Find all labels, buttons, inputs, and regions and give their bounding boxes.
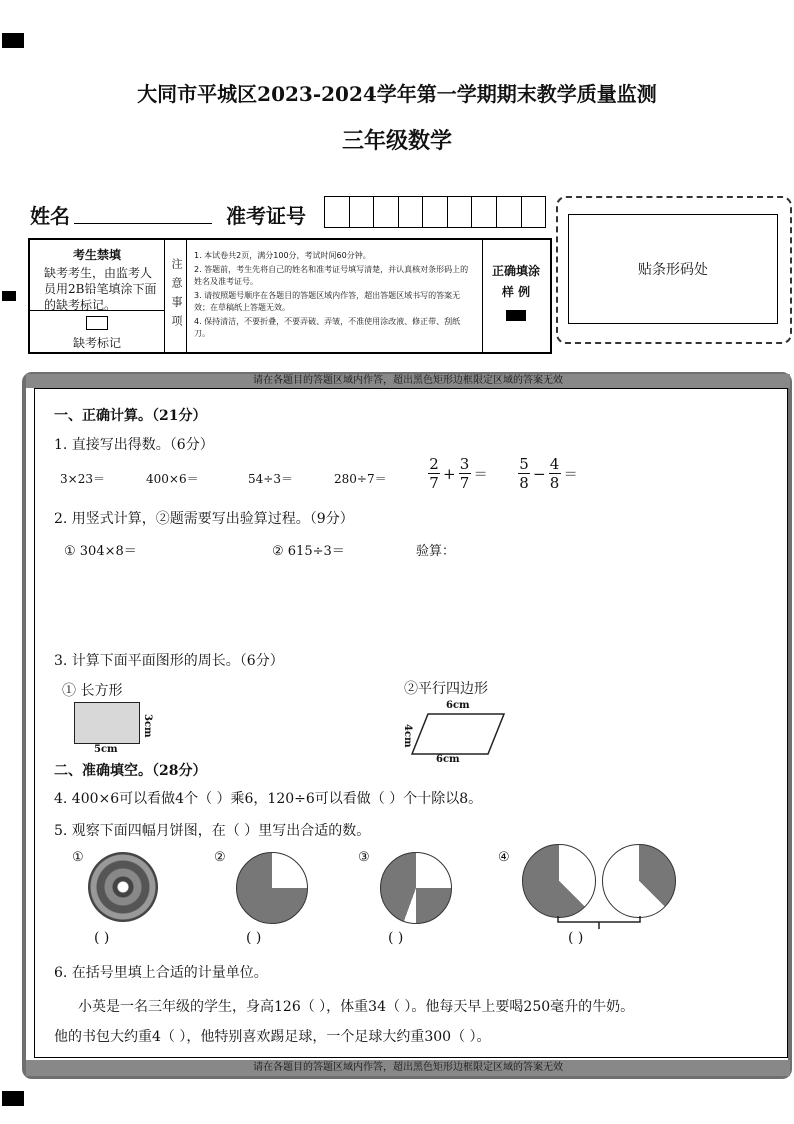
shape2-label: ②平行四边形 xyxy=(404,681,488,697)
notes-label: 注意事项 xyxy=(170,258,183,334)
name-field[interactable] xyxy=(74,222,212,224)
exam-title: 大同市平城区2023-2024学年第一学期期末教学质量监测 xyxy=(137,82,657,106)
q1-item-4: 280÷7＝ xyxy=(334,472,387,486)
mooncake-three-quarters-alt xyxy=(380,852,452,924)
fraction-2-7: $\frac{2}{7}$ xyxy=(429,455,439,492)
q2-check-label: 验算： xyxy=(416,544,456,559)
fill-example-sub: 样 例 xyxy=(501,285,531,299)
bracket-connector xyxy=(556,914,642,930)
q2-part-2: ② 615÷3＝ xyxy=(272,544,345,559)
fraction-4-8: $\frac{4}{8}$ xyxy=(549,455,560,492)
q5-blank-2[interactable]: ( ) xyxy=(246,930,262,946)
parallelogram-bottom-label: 6cm xyxy=(436,754,460,765)
q1-item-3: 54÷3＝ xyxy=(248,472,293,486)
exam-id-label: 准考证号 xyxy=(226,204,306,228)
q4-text: 4. 400×6可以看做4个（ ）乘6，120÷6可以看做（ ）个十除以8。 xyxy=(54,791,483,807)
q5-label-4: ④ xyxy=(498,850,510,865)
parallelogram-top-label: 6cm xyxy=(446,700,470,711)
q1-title: 1. 直接写出得数。（6分） xyxy=(54,437,214,453)
section1-title: 一、正确计算。（21分） xyxy=(54,408,207,424)
q6-line-1: 小英是一名三年级的学生，身高126（ ），体重34（ ）。他每天早上要喝250毫升的牛奶。 xyxy=(78,999,635,1015)
notes-label-cell xyxy=(164,240,187,352)
q2-title: 2. 用竖式计算，②题需要写出验算过程。（9分） xyxy=(54,511,354,527)
footer-banner-text: 请在各题目的答题区域内作答，超出黑色矩形边框限定区域的答案无效 xyxy=(253,1062,563,1073)
mooncake-eighths-2 xyxy=(602,844,676,918)
q5-label-3: ③ xyxy=(358,850,370,865)
rectangle-shape xyxy=(74,702,140,744)
absent-text: 缺考考生，由监考人员用2B铅笔填涂下面的缺考标记。 xyxy=(44,266,157,312)
fill-example-label: 正确填涂 xyxy=(491,264,540,278)
top-banner-text: 请在各题目的答题区域内作答，超出黑色矩形边框限定区域的答案无效 xyxy=(253,375,563,386)
minus-sign: − xyxy=(533,464,546,483)
q1-fraction-expr-1 xyxy=(428,456,488,491)
q5-label-2: ② xyxy=(214,850,226,865)
q3-title: 3. 计算下面平面图形的周长。（6分） xyxy=(54,653,284,669)
exam-id-boxes[interactable] xyxy=(324,196,546,228)
mooncake-three-quarters xyxy=(236,852,308,924)
absent-mark-label: 缺考标记 xyxy=(72,336,121,350)
q6-title: 6. 在括号里填上合适的计量单位。 xyxy=(54,965,268,981)
note-4: 4. 保持清洁，不要折叠，不要弄破、弄皱，不准使用涂改液、修正带、刮纸刀。 xyxy=(194,317,461,338)
note-3: 3. 请按照题号顺序在各题目的答题区域内作答，超出答题区域书写的答案无效；在草稿纸上答题无效。 xyxy=(194,291,461,312)
plus-sign: + xyxy=(443,464,456,483)
q6-line-2: 他的书包大约重4（ ），他特别喜欢踢足球，一个足球大约重300（ ）。 xyxy=(54,1029,491,1045)
q5-blank-1[interactable]: ( ) xyxy=(94,930,110,946)
absent-title: 考生禁填 xyxy=(72,248,121,262)
section2-title: 二、准确填空。（28分） xyxy=(54,763,207,779)
q2-part-1: ① 304×8＝ xyxy=(64,544,137,559)
top-banner xyxy=(26,374,790,388)
mooncake-eighths-1 xyxy=(522,844,596,918)
exam-subtitle: 三年级数学 xyxy=(341,128,452,154)
barcode-box xyxy=(568,214,778,324)
info-table xyxy=(28,238,552,354)
fill-example-cell xyxy=(482,240,550,352)
fill-example-mark xyxy=(506,310,526,321)
note-1: 1. 本试卷共2页，满分100分，考试时间60分钟。 xyxy=(194,251,371,260)
q5-label-1: ① xyxy=(72,850,84,865)
fraction-5-8: $\frac{5}{8}$ xyxy=(519,455,529,492)
footer-banner xyxy=(26,1060,790,1076)
absent-mark-box[interactable] xyxy=(86,316,108,330)
q1-fraction-expr-2 xyxy=(518,456,578,491)
absent-cell xyxy=(30,240,165,352)
note-2: 2. 答题前，考生先将自己的姓名和准考证号填写清楚，并认真核对条形码上的姓名及准考证号。 xyxy=(194,265,469,286)
rectangle-height-label: 3cm xyxy=(142,714,153,738)
q1-item-2: 400×6＝ xyxy=(146,472,199,486)
notes-cell xyxy=(186,240,483,352)
registration-mark-bottom xyxy=(2,1091,24,1106)
registration-mark-top xyxy=(2,33,24,48)
equals-sign: ＝ xyxy=(563,466,578,483)
shape1-label: ① 长方形 xyxy=(62,683,123,699)
fraction-3-7: $\frac{3}{7}$ xyxy=(459,455,470,492)
parallelogram-side-label: 4cm xyxy=(402,724,413,748)
name-label: 姓名 xyxy=(30,204,70,228)
q5-blank-4[interactable]: ( ) xyxy=(568,930,584,946)
q5-blank-3[interactable]: ( ) xyxy=(388,930,404,946)
barcode-label: 贴条形码处 xyxy=(638,262,708,278)
registration-mark-mid xyxy=(2,291,16,301)
q5-title: 5. 观察下面四幅月饼图，在（ ）里写出合适的数。 xyxy=(54,823,371,839)
q1-item-1: 3×23＝ xyxy=(60,472,105,486)
mooncake-whole xyxy=(88,852,158,922)
rectangle-width-label: 5cm xyxy=(94,744,118,755)
equals-sign: ＝ xyxy=(473,466,488,483)
parallelogram-shape xyxy=(410,712,506,756)
